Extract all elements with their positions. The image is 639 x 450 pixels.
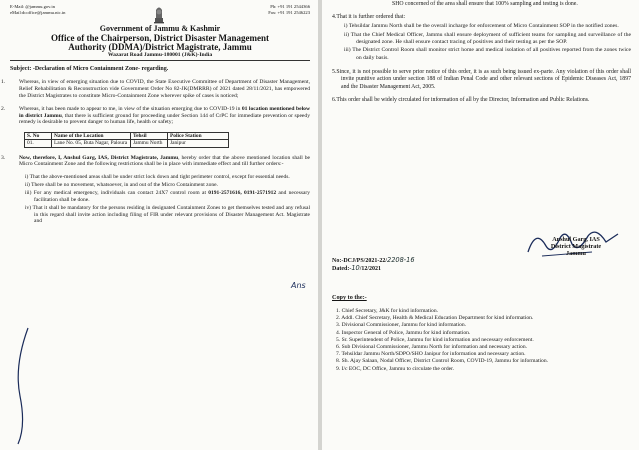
order-date-line (332, 265, 415, 273)
restriction-text: That the above-mentioned areas shall be under strict lock down and tight perimeter control, except for essential needs. (29, 174, 290, 181)
list-item: 7. Tehsildar Jammu North/SDPO/SHO Janipur for information and necessary action. (336, 351, 526, 358)
para-2-text-a: Whereas, it has been made to appear to me, in view of the situation emerging due to COVID-19 in (19, 105, 241, 112)
restriction-num: iv) (25, 204, 32, 211)
signatory-name: Anshul Garg, IAS (552, 236, 600, 243)
order-item (344, 22, 631, 30)
para-5: 5.Since, it is not possible to serve prior notice of this order, it is as such being issued ex-parte. Any violation of this order shall invite punitive action under section 188 of Indian Penal Code and other relevant sections of Epidemic Diseases Act, 1897 and the Disaster Management Act, 2005. (332, 68, 631, 90)
restriction-item (25, 182, 310, 189)
list-item: 1. Chief Secretary, J&K for kind information. (336, 308, 439, 314)
table-header-row (25, 133, 229, 140)
order-num: iii) (344, 47, 351, 54)
government-title: Government of Jammu & Kashmir (99, 24, 221, 33)
reference-block (332, 257, 415, 273)
restriction-item (25, 204, 310, 225)
list-item: 5. Sr. Superintendent of Police, Jammu for kind information and necessary enforcement. (336, 336, 534, 343)
para-3: 3. Now, therefore, I, Anshul Garg, IAS, District Magistrate, Jammu, hereby order that the above mentioned location shall be Micro Containment Zone and the following restrictions shall be in place with immediate effect and till further orders:- (1, 154, 310, 168)
para-1-text: Whereas, in view of emerging situation due to COVID, the State Executive Committee of Department of Disaster Management, Relief Rehabilitation & Reconstruction vide Government Order No 82-JK(DMRRR) of 2021 dated 28/11/2021, has empowered the District Magistrates to constitute Micro-Containment Zone wherever spike of cases is noticed; (19, 79, 310, 99)
signatory-title: District Magistrate (550, 243, 602, 250)
office-title-line-2: Authority (DDMA)/District Magistrate, Jammu (68, 41, 252, 52)
para-3-text-bold: Now, therefore, I, Anshul Garg, IAS, District Magistrate, Jammu (19, 154, 179, 161)
table-row (25, 140, 229, 147)
restriction-num: iii) (25, 190, 32, 197)
table-cell-sno: 01. (25, 140, 52, 147)
order-date-label: Dated:- (332, 266, 352, 273)
margin-note: Ans (291, 281, 306, 290)
para-6: 6.This order shall be widely circulated for information of all by the Director, Information and Public Relations. (332, 97, 590, 104)
copy-to-list (336, 308, 632, 373)
order-date-handwritten: 10 (351, 264, 360, 273)
margin-initials-mark (290, 278, 316, 292)
location-table (24, 132, 229, 147)
header-email-2: eMail:dcoffice@jammu.nic.in (10, 9, 66, 15)
order-number-handwritten: 2208-16 (387, 256, 415, 264)
table-header-location: Name of the Location (52, 133, 131, 140)
list-item: 9. I/c EOC, DC Office, Jammu to circulate the order. (336, 365, 455, 372)
restriction-item (25, 174, 310, 181)
order-text: Tehsildar Jammu North shall be the overall incharge for enforcement of Micro Containment SOP in the notified zones. (348, 22, 619, 29)
header-phones (268, 4, 310, 15)
office-title-line-1: Office of the Chairperson, District Disaster Management (50, 32, 270, 43)
list-item: 4. Inspector General of Police, Jammu for kind information. (336, 329, 471, 336)
table-cell-police-station: Janipur (168, 140, 229, 147)
para-4-text: That it is further ordered that: (336, 14, 406, 21)
para-2: 2. Whereas, it has been made to appear to me, in view of the situation emerging due to COVID-19 in 01 location mentioned below in district Jammu, that there is sufficient ground for proceeding under Section 144 of CrPC for immediate prevention or speedy remedy is desirable to prevent danger to human life, health or safety; (1, 105, 310, 126)
left-page (0, 0, 318, 450)
header-emails (10, 4, 65, 15)
order-number-line (332, 257, 415, 265)
restriction-num: i) (25, 174, 29, 181)
para-4: 4.That it is further ordered that: (332, 14, 406, 21)
copy-to-title: Copy to the:- (332, 294, 367, 301)
national-emblem-icon (148, 3, 170, 25)
order-item (344, 31, 631, 46)
table-header-tehsil: Tehsil (131, 133, 168, 140)
header-phone-2: Fax: +91 191 2546223 (268, 9, 310, 15)
table-cell-location: Lane No. 05, Buta Nagar, Paloura (52, 140, 131, 147)
list-item: 3. Divisional Commissioner, Jammu for kind information. (336, 322, 467, 329)
para-5-text: Since, it is not possible to serve prior notice of this order, it is as such being issued ex-parte. Any violation of this order shall invite punitive action under section 188 of Indian Penal Code and other relevant sections of Epidemic Diseases Act, 1897 and the Disaster Management Act, 2005. (336, 68, 631, 90)
order-item (344, 47, 631, 61)
right-page (322, 0, 639, 450)
list-item: 6. Sub Divisional Commissioner, Jammu North for information and necessary action. (336, 344, 528, 351)
para-6-text: This order shall be widely circulated for information of all by the Director, Information and Public Relations. (336, 97, 590, 104)
order-number-label: No:-DCJ/PS/2021-22/ (332, 258, 387, 264)
restriction-text-c: and necessary facilitation shall be done. (34, 190, 311, 203)
office-address: Wazarat Road Jammu-180001 (J&K)-India (107, 52, 213, 59)
table-cell-tehsil: Jammu North (131, 140, 168, 147)
restriction-text-a: For any medical emergency, individuals can contact 24X7 control room at (33, 190, 206, 197)
list-item: 8. Sh. Ajay Salaan, Nodal Officer, District Control Room, COVID-19, Jammu for information. (336, 358, 549, 365)
para-2-text-c: , that there is sufficient ground for proceeding under Section 144 of CrPC for immediate prevention or speedy remedy is desirable to prevent danger to human life, health or safety; (19, 112, 310, 126)
header-phone-1: Ph: +91 191 2544366 (270, 4, 310, 9)
order-text: That the Chief Medical Officer, Jammu shall ensure deployment of sufficient teams for sampling and surveillance of the designated zone. He shall ensure contact tracing of positives and their testing as per the SOP. (350, 31, 631, 45)
order-text: The District Control Room shall monitor strict home and medical isolation of all positives reported from the zones twice on daily basis. (352, 47, 631, 61)
list-item: 2. Addl. Chief Secretary, Health & Medical Education Department for kind information. (336, 315, 534, 322)
restriction-text: That it shall be mandatory for the persons residing in designated Containment Zones to get themselves tested and any refusal in this regard shall invite action including filing of FIR under relevant provisions of Disaster Management Act. Magistrate and (32, 204, 310, 225)
control-room-numbers: 0191-2571616, 0191-2571912 (208, 190, 277, 197)
table-header-sno: S. No (25, 133, 52, 140)
order-num: i) (344, 22, 348, 29)
table-header-police-station: Police Station (168, 133, 229, 140)
restriction-text: There shall be no movement, whatsoever, in and out of the Micro Containment zone. (31, 182, 218, 189)
continued-text: SHO concerned of the area shall ensure that 100% sampling and testing is done. (392, 1, 578, 7)
para-2-text-bold: 01 location mentioned below in district Jammu (19, 105, 310, 119)
signatory-place: Jammu (566, 250, 586, 257)
margin-bracket-mark (8, 326, 34, 446)
restriction-item (25, 190, 311, 203)
order-num: ii) (344, 31, 350, 38)
header-divider (10, 60, 310, 61)
subject-line: Subject: -Declaration of Micro Containment Zone- regarding. (10, 66, 169, 73)
letterhead-top (10, 4, 310, 23)
restriction-num: ii) (25, 182, 30, 189)
header-email-1: E-Mail: @jammu.gov.in (10, 4, 55, 9)
order-date-rest: /12/2021 (359, 266, 382, 273)
signature-block (536, 236, 616, 257)
para-3-text: , hereby order that the above mentioned location shall be Micro Containment Zone and the following restrictions shall be in place with immediate effect and till further orders:- (19, 154, 310, 168)
para-1: 1. Whereas, in view of emerging situation due to COVID, the State Executive Committee of Department of Disaster Management, Relief Rehabilitation & Reconstruction vide Government Order No 82-JK(DMRRR) of 2021 dated 28/11/2021, has empowered the District Magistrates to constitute Micro-Containment Zone wherever spike of cases is noticed; (1, 79, 310, 99)
